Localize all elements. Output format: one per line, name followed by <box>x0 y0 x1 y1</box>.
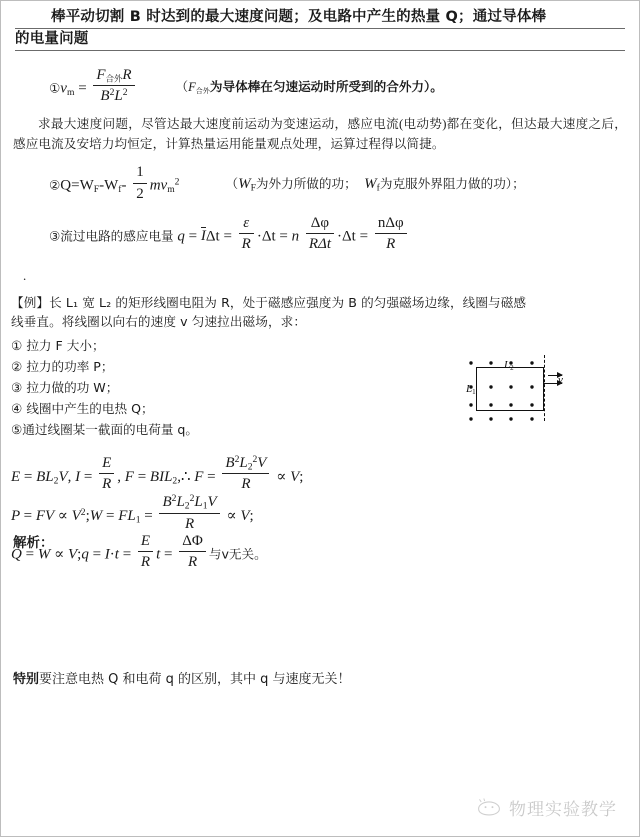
stray-dot: . <box>23 267 27 283</box>
formula-3-dot-1: · <box>256 227 262 244</box>
solution-equation-2: P = FV ∝ $V^2;W = FL_1$ = $\frac{B^2L_2^2L_1V}{R}$ ∝ V; <box>11 493 254 533</box>
formula-1-note-open: （ <box>175 79 189 95</box>
formula-1-denominator <box>93 86 134 105</box>
title-line-2: 的电量问题 <box>15 29 625 51</box>
formula-3-R-1: R <box>241 235 251 252</box>
question-number: ① <box>11 337 23 353</box>
eq3-q: q <box>81 546 89 563</box>
question-text: 拉力的功率 P； <box>26 358 114 374</box>
formula-3-dt-3: Δt <box>342 227 356 244</box>
formula-3-ndphi: nΔφ <box>375 215 407 234</box>
solution-equation-1: $E = BL_2V$, I = $\frac{E}{R}$ , $F = BIL_2,\therefore$ F = $\frac{B^2L_2^2V}{R}$ ∝ V; <box>11 453 304 493</box>
whale-logo-icon <box>476 798 502 818</box>
formula-3-marker: ③ <box>49 227 61 243</box>
formula-2-F-sub: F <box>93 184 100 196</box>
eq3-dphi-over-R: $\frac{\Delta\Phi}{R}$ <box>179 533 206 571</box>
eq2-FL1: FL <box>118 508 136 525</box>
formula-3-eq-2: = <box>223 227 232 244</box>
eq1-F: F <box>124 468 134 485</box>
question-number: ③ <box>11 379 23 395</box>
formula-1-note-F-sub: 合外 <box>195 86 210 96</box>
formula-2-minus-W: -W <box>99 177 119 194</box>
formula-2-note-text-2: 为克服外界阻力做的功）； <box>379 176 525 192</box>
formula-3-I-avg: I <box>200 227 206 244</box>
special-note-text: 要注意电热 Q 和电荷 q 的区别，其中 q 与速度无关！ <box>39 671 351 687</box>
formula-2-one: 1 <box>133 164 147 183</box>
formula-3-eq-3: = <box>279 227 288 244</box>
figure-label-L2: $L_2$ <box>504 359 514 372</box>
formula-2-f-sub: f <box>118 184 122 196</box>
formula-3-eq-4: = <box>359 227 369 244</box>
formula-3-epsilon: ε <box>239 215 254 234</box>
figure-label-v: v <box>558 374 563 386</box>
formula-2-note-WF-sub: F <box>250 182 256 194</box>
eq2-P: P <box>11 508 20 525</box>
formula-2-two: 2 <box>136 185 144 202</box>
eq1-I: I <box>75 468 81 485</box>
formula-1-fraction <box>93 67 134 105</box>
formula-1-F-sub: 合外 <box>105 73 123 84</box>
eq1-E: E <box>11 468 21 485</box>
question-text: 通过线圈某一截面的电荷量 q。 <box>22 421 199 437</box>
example-line-1: 【例】长 L₁ 宽 L₂ 的矩形线圈电阻为 R，处于磁感应强度为 B 的匀强磁场边缘，线圈与磁感 <box>11 294 527 310</box>
formula-1-note-text: 为导体棒在匀速运动时所受到的合外力）。 <box>209 79 443 95</box>
example-line-2: 线垂直。将线圈以向右的速度 v 匀速拉出磁场，求： <box>11 314 307 330</box>
formula-1 <box>49 67 138 105</box>
eq1-equals-1: = <box>23 468 33 485</box>
example-block <box>1 293 639 332</box>
formula-3-label: 流过电路的感应电量 <box>60 227 174 243</box>
formula-2-mv-sup: 2 <box>174 176 180 188</box>
eq2-proportional-1: ∝ <box>57 508 68 525</box>
eq1-therefore: ∴ <box>180 468 191 485</box>
formula-1-vm-sub: m <box>66 87 75 99</box>
eq3-Q: Q <box>11 546 22 563</box>
formula-2-half <box>133 164 147 202</box>
formula-2-note-text-1: 为外力所做的功； <box>255 176 357 192</box>
formula-2 <box>49 164 179 202</box>
formula-3-frac-3 <box>375 215 407 253</box>
formula-1-L: L <box>114 88 123 105</box>
field-boundary-line <box>544 355 545 421</box>
special-note <box>1 668 639 687</box>
paragraph-1: 求最大速度问题，尽管达最大速度前运动为变速运动，感应电流(电动势)都在变化，但达最大速度之后，感应电流及安培力均恒定，计算热量运用能量观点处理，运算过程得以简捷。 <box>13 117 627 151</box>
formula-2-mv: mv <box>149 177 168 194</box>
formula-2-minus: - <box>121 177 127 194</box>
formula-2-note-Wf: W <box>364 176 377 193</box>
formula-3-RDt: RΔt <box>308 235 332 252</box>
formula-1-F: F <box>96 67 106 83</box>
eq3-E-over-R: $\frac{E}{R}$ <box>138 533 153 571</box>
formula-3-row <box>1 215 639 253</box>
formula-3-dt-2: Δt <box>261 227 276 244</box>
formula-2-note-open: （ <box>225 176 239 192</box>
formula-3-eq-1: = <box>188 227 198 244</box>
paragraph-block <box>1 115 639 154</box>
formula-3-dt-1: Δt <box>205 227 220 244</box>
formula-1-vm: v <box>60 80 67 97</box>
eq2-work-fraction: $\frac{B^2L_2^2L_1V}{R}$ <box>159 493 219 533</box>
formula-2-row <box>1 164 639 202</box>
formula-2-note <box>225 173 524 194</box>
question-text: 拉力 F 大小； <box>26 337 105 353</box>
formula-3-n: n <box>291 227 300 244</box>
eq2-FV: FV <box>35 508 54 525</box>
eq1-BIL: BIL <box>149 468 173 485</box>
formula-1-note <box>176 76 443 96</box>
formula-2-marker: ② <box>49 177 61 193</box>
question-number: ④ <box>11 400 23 416</box>
title-line-1: 棒平动切割 B 时达到的最大速度问题；及电路中产生的热量 Q；通过导体棒 <box>15 7 625 29</box>
formula-1-equals: = <box>78 80 87 97</box>
formula-1-R: R <box>122 67 132 83</box>
question-text: 拉力做的功 W； <box>26 379 119 395</box>
special-note-prefix: 特别 <box>13 671 40 687</box>
formula-3-dphi: Δφ <box>306 215 334 234</box>
formula-1-marker: ① <box>49 80 61 96</box>
document-title <box>1 1 639 55</box>
formula-2-Q-WF: Q=W <box>60 177 94 194</box>
solution-block <box>1 454 639 624</box>
eq3-W: W <box>37 546 51 563</box>
question-text: 线圈中产生的电热 Q； <box>26 400 154 416</box>
eq1-force-fraction: $\frac{B^2L_2^2V}{R}$ <box>222 454 269 494</box>
formula-1-B-sup: 2 <box>109 87 115 99</box>
formula-3-frac-1 <box>239 215 254 253</box>
formula-3-R-2: R <box>386 235 396 252</box>
figure-label-L1: $L_1$ <box>466 383 476 396</box>
eq2-proportional-2: ∝ <box>226 508 237 525</box>
formula-1-numerator <box>93 67 134 86</box>
formula-1-B: B <box>100 88 110 105</box>
solution-label: 解析： <box>13 534 54 551</box>
coil-rectangle <box>476 367 544 411</box>
eq1-F-2: F <box>194 468 204 485</box>
eq1-proportional: ∝ <box>276 468 287 485</box>
eq1-E-over-R: $\frac{E}{R}$ <box>99 455 114 493</box>
question-number: ② <box>11 358 23 374</box>
formula-1-L-sup: 2 <box>122 87 128 99</box>
solution-equation-3: Q = W ∝ V;q = I·t = $\frac{E}{R}$ t = $\frac{\Delta\Phi}{R}$ 与v无关。 <box>11 533 267 571</box>
question-number: ⑤ <box>11 421 23 437</box>
eq1-V: V <box>58 468 68 485</box>
physics-diagram <box>466 353 576 423</box>
formula-3-q: q <box>177 227 185 244</box>
formula-3 <box>49 215 410 253</box>
formula-1-row <box>1 67 639 105</box>
formula-1-note-F: F <box>188 80 196 95</box>
formula-2-mv-sub: m <box>167 184 175 196</box>
formula-2-note-Wf-sub: f <box>376 182 380 194</box>
formula-3-dot-2: · <box>337 227 343 244</box>
eq3-proportional: ∝ <box>54 546 65 563</box>
formula-2-note-WF: W <box>238 176 251 193</box>
eq3-conclusion-text: 与v无关。 <box>208 546 267 562</box>
eq1-BL: BL <box>36 468 54 485</box>
eq2-W: W <box>89 508 103 525</box>
watermark <box>476 795 617 820</box>
formula-3-frac-2 <box>306 215 334 253</box>
watermark-text: 物理实验教学 <box>509 800 617 820</box>
